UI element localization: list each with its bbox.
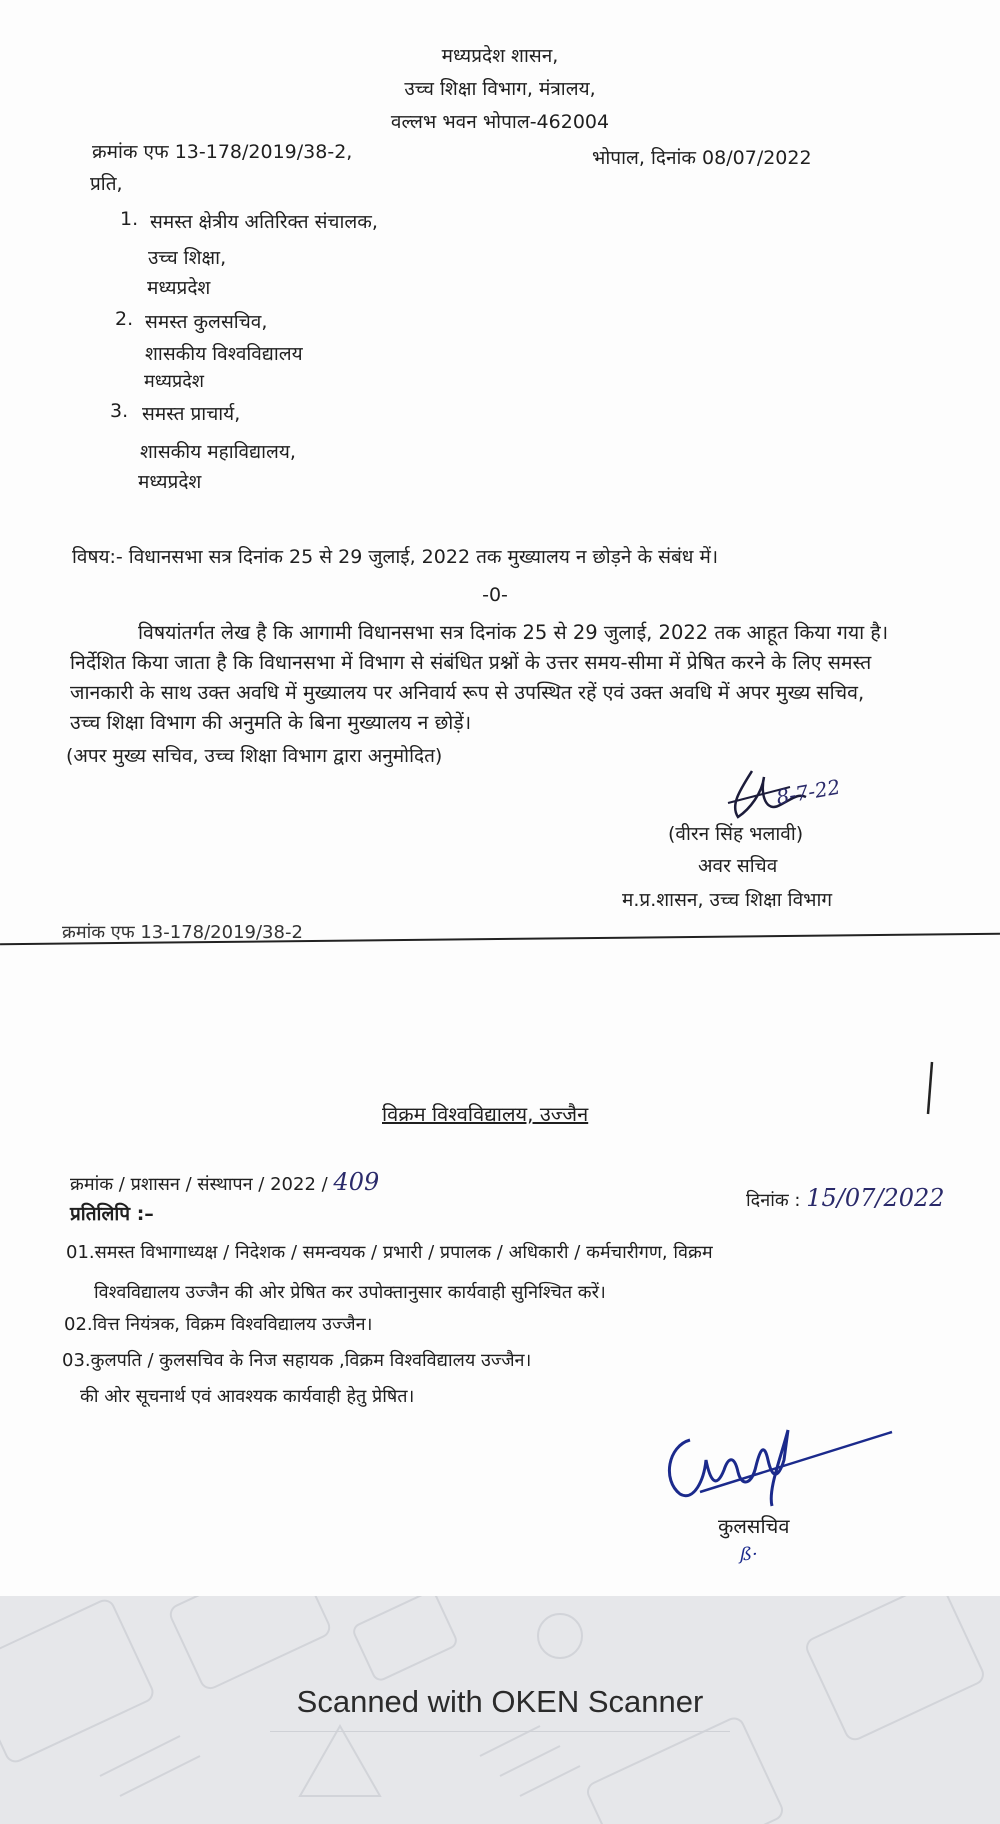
recipient-1-line-2: उच्च शिक्षा, xyxy=(148,247,227,269)
copy-item-1-line-2: विश्वविद्यालय उज्जैन की ओर प्रेषित कर उपोक्तानुसार कार्यवाही सुनिश्चित करें। xyxy=(94,1282,606,1303)
recipient-2-line-1: समस्त कुलसचिव, xyxy=(145,311,268,333)
recipient-1-number: 1. xyxy=(120,208,139,230)
letter-to-label: प्रति, xyxy=(90,173,123,195)
subject-separator: -0- xyxy=(482,584,508,606)
copy-closing-line: की ओर सूचनार्थ एवं आवश्यक कार्यवाही हेतु प्रेषित। xyxy=(80,1386,415,1407)
letter-place-date: भोपाल, दिनांक 08/07/2022 xyxy=(592,147,812,169)
endorsement-reference-number: 409 xyxy=(333,1168,380,1196)
recipient-3-number: 3. xyxy=(110,400,129,422)
footer-divider xyxy=(270,1731,730,1732)
recipient-2-number: 2. xyxy=(115,308,134,330)
letter-approval-note: (अपर मुख्य सचिव, उच्च शिक्षा विभाग द्वारा अनुमोदित) xyxy=(66,745,443,767)
handwritten-mark xyxy=(924,1060,936,1116)
scanner-watermark-text: Scanned with OKEN Scanner xyxy=(296,1684,704,1719)
scanner-footer xyxy=(0,1596,1000,1824)
signature-date: 8-7-22 xyxy=(774,774,843,810)
letter-reference-repeat: क्रमांक एफ 13-178/2019/38-2 xyxy=(62,922,303,943)
copy-item-2: 02.वित्त नियंत्रक, विक्रम विश्वविद्यालय उज्जैन। xyxy=(64,1314,373,1335)
registrar-title: कुलसचिव xyxy=(718,1514,790,1538)
copy-item-3: 03.कुलपति / कुलसचिव के निज सहायक ,विक्रम विश्वविद्यालय उज्जैन। xyxy=(62,1350,532,1371)
endorsement-date-value: 15/07/2022 xyxy=(806,1184,945,1212)
recipient-3-line-2: शासकीय महाविद्यालय, xyxy=(140,441,296,463)
signatory-department: म.प्र.शासन, उच्च शिक्षा विभाग xyxy=(622,889,833,911)
copy-item-1-line-1: 01.समस्त विभागाध्यक्ष / निदेशक / समन्वयक / प्रभारी / प्रपालक / अधिकारी / कर्मचारीगण, विक्रम xyxy=(66,1242,713,1263)
endorsement-reference xyxy=(70,1168,379,1196)
signatory-name: (वीरन सिंह भलावी) xyxy=(668,823,804,845)
recipient-1-line-1: समस्त क्षेत्रीय अतिरिक्त संचालक, xyxy=(150,211,378,233)
letter-header-line-2: उच्च शिक्षा विभाग, मंत्रालय, xyxy=(404,78,596,100)
recipient-2-line-2: शासकीय विश्वविद्यालय xyxy=(145,343,303,365)
registrar-initial-mark: ß· xyxy=(740,1544,758,1565)
endorsement-date xyxy=(746,1184,945,1212)
letter-subject: विषय:- विधानसभा सत्र दिनांक 25 से 29 जुलाई, 2022 तक मुख्यालय न छोड़ने के संबंध में। xyxy=(72,546,719,568)
letter-reference-number: क्रमांक एफ 13-178/2019/38-2, xyxy=(92,141,353,163)
letter-body-paragraph: विषयांतर्गत लेख है कि आगामी विधानसभा सत्र दिनांक 25 से 29 जुलाई, 2022 तक आहूत किया गया है। निर्देशित किया जाता है कि विधानसभा में विभाग से संबंधित प्रश्नों के उत्तर समय-सीमा में प्रेषित करने के लिए समस्त जानकारी के साथ उक्त अवधि में मुख्यालय पर अनिवार्य रूप से उपस्थित रहें एवं उक्त अवधि में अपर मुख्य सचिव, उच्च शिक्षा विभाग की अनुमति के बिना मुख्यालय न छोड़ें। xyxy=(70,621,889,734)
letter-header-line-3: वल्लभ भवन भोपाल-462004 xyxy=(390,111,610,133)
endorsement-title: विक्रम विश्वविद्यालय, उज्जैन xyxy=(382,1102,589,1126)
copy-to-label: प्रतिलिपि :– xyxy=(70,1203,154,1225)
recipient-3-line-1: समस्त प्राचार्य, xyxy=(142,403,241,425)
recipient-3-line-3: मध्यप्रदेश xyxy=(138,471,202,493)
endorsement-reference-prefix: क्रमांक / प्रशासन / संस्थापन / 2022 / xyxy=(70,1174,328,1195)
recipient-1-line-3: मध्यप्रदेश xyxy=(147,277,211,299)
recipient-2-line-3: मध्यप्रदेश xyxy=(144,371,205,392)
endorsement-date-label: दिनांक : xyxy=(746,1190,801,1211)
signatory-title: अवर सचिव xyxy=(698,855,778,877)
letter-header-line-1: मध्यप्रदेश शासन, xyxy=(441,45,559,67)
registrar-signature xyxy=(660,1410,910,1520)
